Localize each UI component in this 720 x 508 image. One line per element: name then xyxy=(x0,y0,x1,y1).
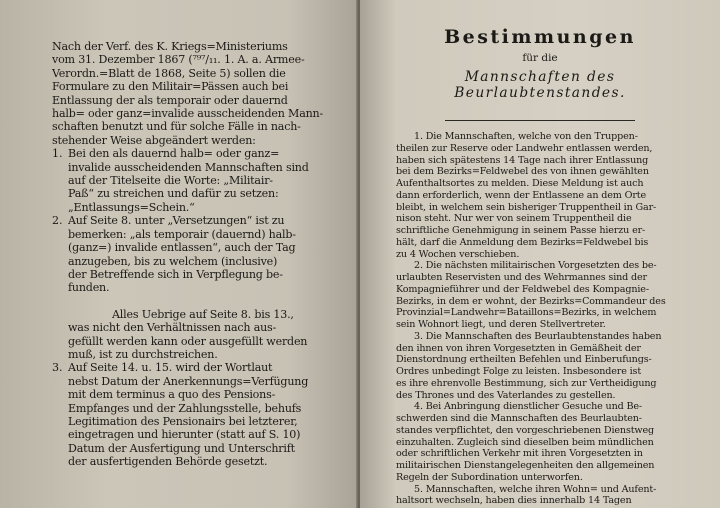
text-line: militairischen Dienstangelegenheiten den allgemeinen xyxy=(396,460,655,471)
text-line: schaften benutzt und für solche Fälle in nach- xyxy=(52,120,301,134)
numbered-list xyxy=(52,147,334,294)
text-line: bleibt, in welchem sein bisheriger Truppentheil in Gar- xyxy=(396,201,657,213)
regulation-paragraph-5 xyxy=(396,484,684,508)
text-line: schriftliche Genehmigung in seinem Passe hierzu er- xyxy=(396,225,646,236)
text-line: eingetragen und hierunter (statt auf S. 10) xyxy=(68,428,301,442)
right-page xyxy=(360,0,720,508)
text-line: einzuhalten. Zugleich sind dieselben beim mündlichen xyxy=(396,436,654,448)
text-line: standes verpflichtet, den vorgeschriebenen Dienstweg xyxy=(396,424,655,436)
intro-paragraph xyxy=(52,40,334,147)
numbered-item xyxy=(52,361,334,468)
left-page xyxy=(0,0,358,508)
text-line: Verordn.=Blatt de 1868, Seite 5) sollen die xyxy=(52,66,286,80)
text-line: 1. Die Mannschaften, welche von den Truppen- xyxy=(414,131,638,142)
text-line: Auf Seite 8. unter „Versetzungen“ ist zu xyxy=(68,214,285,228)
numbered-item-3 xyxy=(52,361,334,468)
text-line: nison steht. Nur wer von seinem Truppentheil die xyxy=(396,213,632,225)
item-number: 3. xyxy=(52,361,63,375)
text-line: gefüllt werden kann oder ausgefüllt werden xyxy=(68,334,308,348)
text-line: Formulare zu den Militair=Pässen auch bei xyxy=(52,80,289,94)
regulation-paragraph-4 xyxy=(396,401,684,483)
text-line: haltsort wechseln, haben dies innerhalb 14 Tagen xyxy=(396,495,632,507)
text-line: zu 4 Wochen verschieben. xyxy=(396,248,520,260)
page-title: Bestimmungen xyxy=(444,26,636,48)
text-line: was nicht den Verhältnissen nach aus- xyxy=(68,321,277,335)
text-line: stehender Weise abgeändert werden: xyxy=(52,133,256,147)
text-line: urlaubten Reservisten und des Wehrmannes sind der xyxy=(396,272,647,283)
text-line: 2. Die nächsten militairischen Vorgesetzten des be- xyxy=(414,260,657,272)
title-connector: für die xyxy=(522,52,558,64)
text-line: muß, ist zu durchstreichen. xyxy=(68,347,218,361)
text-line: funden. xyxy=(68,281,110,295)
text-line: schwerden sind die Mannschaften des Beurlaubten- xyxy=(396,413,642,424)
item-number: 1. xyxy=(52,147,63,161)
text-line: Empfanges und der Zahlungsstelle, behufs xyxy=(68,401,302,415)
text-line: mit dem terminus a quo des Pensions- xyxy=(68,388,276,402)
text-line: Bei den als dauernd halb= oder ganz= xyxy=(68,147,280,161)
regulation-paragraph-3 xyxy=(396,331,684,402)
text-line: Provinzial=Landwehr=Bataillons=Bezirks, in welchem xyxy=(396,307,657,319)
text-line: des Thrones und des Vaterlandes zu gestellen. xyxy=(396,389,616,401)
item-body xyxy=(68,214,334,294)
page-subtitle: Mannschaften des Beurlaubtenstandes. xyxy=(454,69,626,101)
numbered-item xyxy=(52,214,334,294)
text-line: Regeln der Subordination unterworfen. xyxy=(396,471,583,483)
item-number: 2. xyxy=(52,214,63,228)
text-line: theilen zur Reserve oder Landwehr entlassen werden, xyxy=(396,142,653,154)
item-body xyxy=(68,361,334,468)
text-line: Kompagnieführer und der Feldwebel des Kompagnie- xyxy=(396,283,649,295)
text-line: 4. Bei Anbringung dienstlicher Gesuche und Be- xyxy=(414,401,643,413)
text-line: sein Wohnort liegt, und deren Stellvertreter. xyxy=(396,319,606,330)
text-line: (ganz=) invalide entlassen“, auch der Tag xyxy=(68,241,296,255)
text-line: hält, darf die Anmeldung dem Bezirks=Feldwebel bis xyxy=(396,236,649,248)
text-line: bemerken: „als temporair (dauernd) halb- xyxy=(68,227,296,241)
text-line: der ausfertigenden Behörde gesetzt. xyxy=(68,455,268,469)
text-line: halb= oder ganz=invalide ausscheidenden Mann- xyxy=(52,107,324,121)
item-body xyxy=(68,147,334,214)
text-line: Ordres unbedingt Folge zu leisten. Insbesondere ist xyxy=(396,366,642,377)
text-line: anzugeben, bis zu welchem (inclusive) xyxy=(68,254,278,268)
text-line: Aufenthaltsortes zu melden. Diese Meldung ist auch xyxy=(396,178,644,189)
regulation-paragraph-1 xyxy=(396,131,684,260)
text-line: auf der Titelseite die Worte: „Militair- xyxy=(68,174,273,188)
text-line: Paß“ zu streichen und dafür zu setzen: xyxy=(68,187,279,201)
text-line: bei dem Bezirks=Feldwebel des von ihnen gewählten xyxy=(396,166,649,178)
numbered-item xyxy=(52,147,334,214)
text-line: der Betreffende sich in Verpflegung be- xyxy=(68,267,283,281)
title-divider xyxy=(445,120,635,121)
text-line: haben sich spätestens 14 Tage nach ihrer Entlassung xyxy=(396,154,649,166)
text-line: Nach der Verf. des K. Kriegs=Ministeriums xyxy=(52,40,288,53)
text-line: Auf Seite 14. u. 15. wird der Wortlaut xyxy=(68,361,273,375)
text-line: Dienstordnung ertheilten Befehlen und Einberufungs- xyxy=(396,354,652,366)
text-line: invalide ausscheidenden Mannschaften sind xyxy=(68,160,309,174)
text-line: dann erforderlich, wenn der Entlassene an dem Orte xyxy=(396,189,647,201)
text-line: Datum der Ausfertigung und Unterschrift xyxy=(68,441,295,455)
text-line: Entlassung der als temporair oder dauernd xyxy=(52,93,288,107)
text-line: 3. Die Mannschaften des Beurlaubtenstandes haben xyxy=(414,330,662,342)
text-line: Legitimation des Pensionairs bei letzterer, xyxy=(68,414,298,428)
text-line: 5. Mannschaften, welche ihren Wohn= und Aufent- xyxy=(414,483,657,495)
regulations-body xyxy=(396,131,684,507)
text-line: Bezirks, in dem er wohnt, der Bezirks=Commandeur des xyxy=(396,295,666,307)
text-line: vom 31. Dezember 1867 (⁷⁹⁷/₁₁. 1. A. a. Armee- xyxy=(52,53,305,67)
remainder-paragraph xyxy=(52,308,334,362)
text-line: es ihre ehrenvolle Bestimmung, sich zur Vertheidigung xyxy=(396,377,657,389)
text-line: nebst Datum der Anerkennungs=Verfügung xyxy=(68,374,309,388)
text-line: oder schriftlichen Verkehr mit ihren Vorgesetzten in xyxy=(396,448,643,460)
text-line: Alles Uebrige auf Seite 8. bis 13., xyxy=(112,307,294,321)
text-line: den ihnen von ihren Vorgesetzten in Gemäßheit der xyxy=(396,342,641,354)
text-line: „Entlassungs=Schein.“ xyxy=(68,200,195,214)
regulation-paragraph-2 xyxy=(396,260,684,331)
